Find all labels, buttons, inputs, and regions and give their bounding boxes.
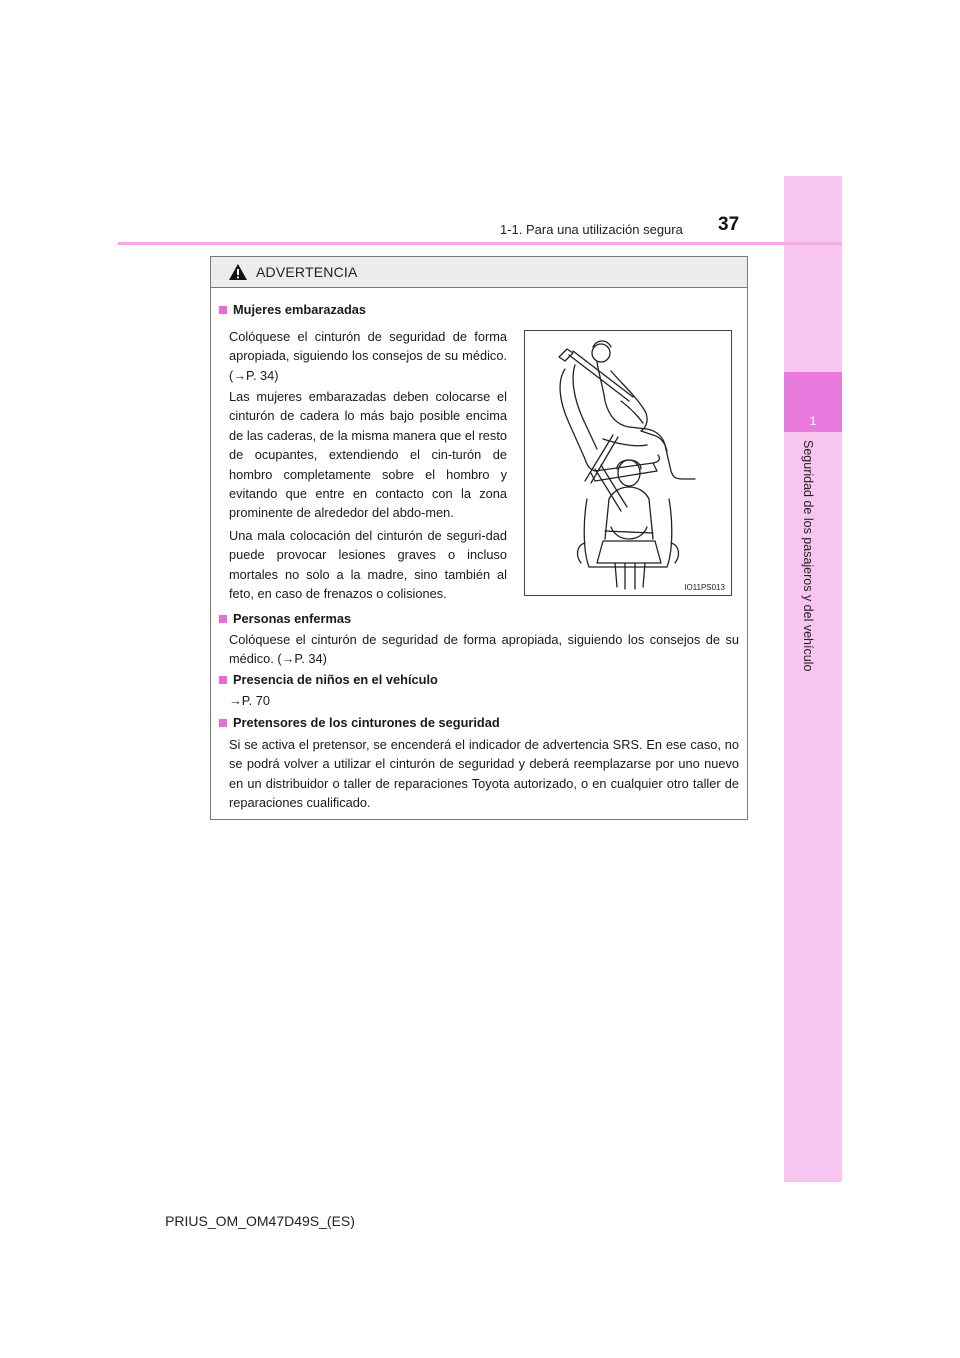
pregnant-woman-illustration [525,331,731,595]
warning-label: ADVERTENCIA [256,264,358,280]
pregnant-seatbelt-figure [524,330,732,596]
chapter-title: Seguridad de los pasajeros y del vehículo [801,440,815,672]
warning-triangle-icon [228,263,248,281]
header-rule [118,242,842,245]
section-heading-children [219,672,438,687]
section-heading-text: Mujeres embarazadas [233,302,367,317]
section-heading-text: Pretensores de los cinturones de seguridad [233,715,500,730]
bullet-square-icon [219,719,227,727]
section-heading-text: Personas enfermas [233,611,352,626]
paragraph: Colóquese el cinturón de seguridad de forma apropiada, siguiendo los consejos de su médico. (→P. 34) [229,632,739,667]
section-header-title: 1-1. Para una utilización segura [500,222,683,237]
figure-code: IO11PS013 [684,583,725,592]
section-heading-pretensioners [219,715,500,730]
bullet-square-icon [219,615,227,623]
section-heading-pregnant [219,302,366,317]
document-code: PRIUS_OM_OM47D49S_(ES) [165,1213,355,1229]
paragraph: Colóquese el cinturón de seguridad de forma apropiada, siguiendo los consejos de su médico. (→P. 34) [229,329,507,383]
warning-box [210,256,748,820]
bullet-square-icon [219,676,227,684]
paragraph: Las mujeres embarazadas deben colocarse el cinturón de cadera lo más bajo posible encima de las caderas, de la misma manera que el resto de ocupantes, extendiendo el cin-turón de hombro completamente sobre el hombro y evitando que entre en contacto con la zona prominente de alrededor del abdo-men. [229,389,507,521]
bullet-square-icon [219,306,227,314]
section-heading-text: Presencia de niños en el vehículo [233,672,438,687]
section-heading-sick [219,611,351,626]
paragraph: Si se activa el pretensor, se encenderá el indicador de advertencia SRS. En ese caso, no se podrá volver a utilizar el cinturón de seguridad y deberá reemplazarse por uno nuevo en un distribuidor o taller de reparaciones Toyota autorizado, o en cualquier otro taller de reparaciones cualificado. [229,737,739,811]
warning-header [211,257,747,288]
paragraph: Una mala colocación del cinturón de seguri-dad puede provocar lesiones graves o incluso mortales no solo a la madre, sino también al feto, en caso de frenazos o colisiones. [229,528,507,602]
paragraph: →P. 70 [229,693,271,708]
chapter-number: 1 [809,414,817,428]
page-number: 37 [718,214,740,235]
